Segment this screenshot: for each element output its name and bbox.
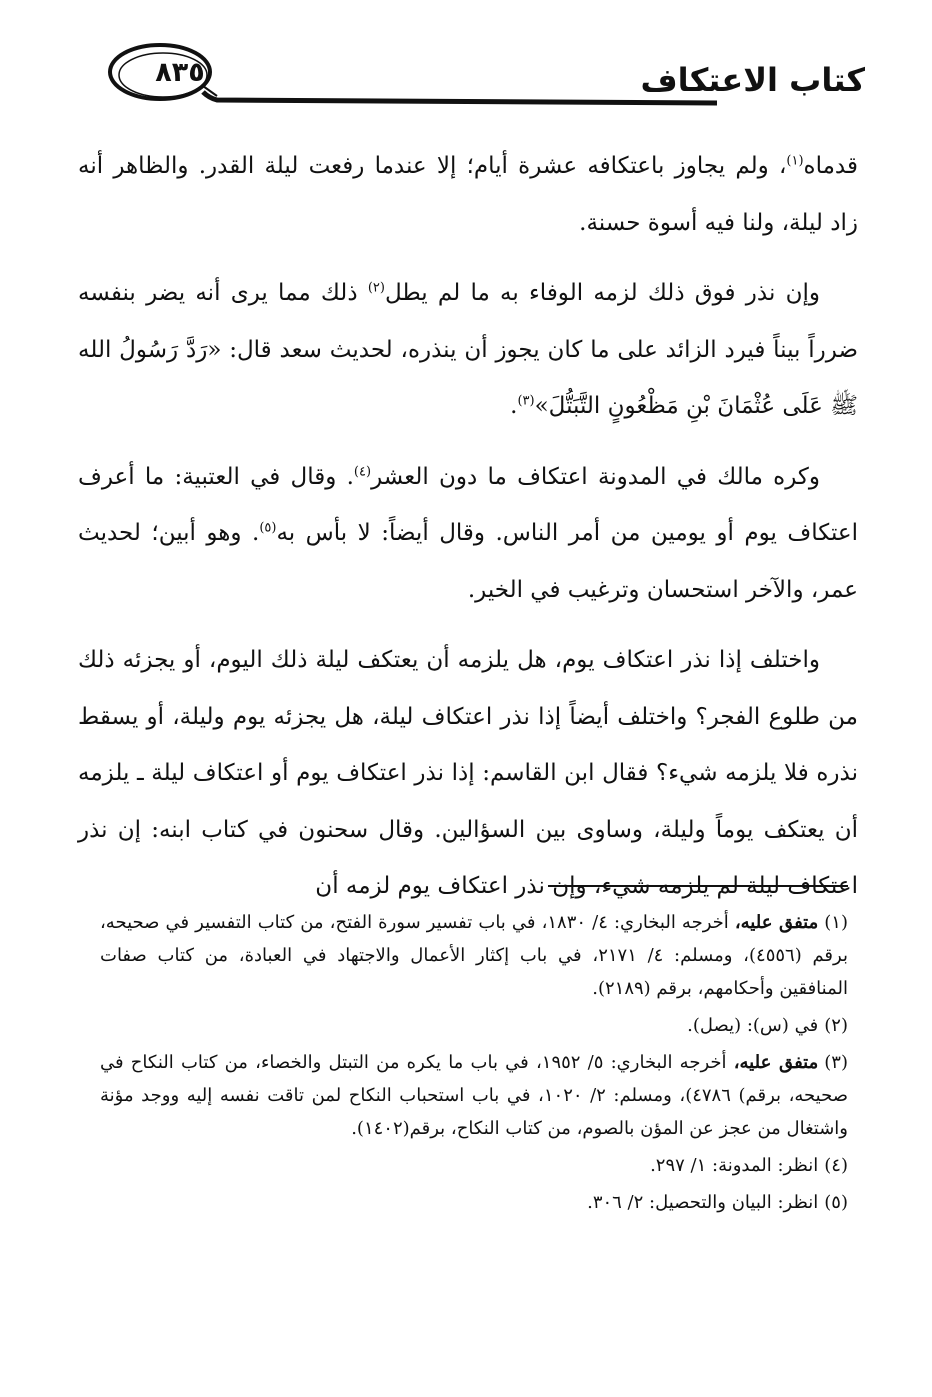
paragraph-4: واختلف إذا نذر اعتكاف يوم، هل يلزمه أن يعتكف ليلة ذلك اليوم، أو يجزئه ذلك من طلوع الفجر؟ واختلف أيضاً إذا نذر اعتكاف ليلة، هل يجزئه يوم وليلة، أو يسقط نذره فلا يلزمه شيء؟ فقال ابن القاسم: إذا نذر اعتكاف يوم أو اعتكاف ليلة ـ يلزمه أن يعتكف يوماً وليلة، وساوى بين السؤالين. وقال سحنون في كتاب ابنه: إن نذر اعتكاف ليلة لم يلزمه شيء، وإن نذر اعتكاف يوم لزمه أن [78,647,858,899]
page-header [105,40,865,115]
footnote-5: (٥)انظر: البيان والتحصيل: ٢/ ٣٠٦. [587,1192,848,1213]
footnote-separator [548,885,848,887]
footnote-ref-2: (٢) [367,280,385,296]
page-number: ٨٣٥ [155,57,205,88]
footnote-ref-4: (٤) [353,463,372,479]
footnote-ref-5: (٥) [259,520,277,536]
footnote-ref-3: (٣) [517,393,535,409]
footnotes [100,906,848,1223]
footnote-4: (٤)انظر: المدونة: ١/ ٢٩٧. [650,1155,848,1176]
footnote-2: (٢)في (س): (يصل). [687,1015,848,1036]
paragraph-2: وإن نذر فوق ذلك لزمه الوفاء به ما لم يطل$^{(٢)}$ ذلك مما يرى أنه يضر بنفسه ضرراً بيناً فيرد الزائد على ما كان يجوز أن ينذره، لحديث سعد قال: «رَدَّ رَسُولُ الله ﷺ عَلَى عُثْمَانَ بْنِ مَظْعُونٍ التَّبَتُّلَ»$^{(٣)}$. [78,280,858,419]
footnote-1: (١)متفق عليه، أخرجه البخاري: ٤/ ١٨٣٠، في باب تفسير سورة الفتح، من كتاب التفسير في صحيحه، برقم (٤٥٥٦)، ومسلم: ٤/ ٢١٧١، في باب إكثار الأعمال والاجتهاد في العبادة، من كتاب صفات المنافقين وأحكامهم، برقم (٢١٨٩). [100,912,848,999]
paragraph-1: قدماه$^{(١)}$، ولم يجاوز باعتكافه عشرة أيام؛ إلا عندما رفعت ليلة القدر. والظاهر أنه زاد ليلة، ولنا فيه أسوة حسنة. [78,153,858,236]
footnote-ref-1: (١) [786,153,804,169]
paragraph-3: وكره مالك في المدونة اعتكاف ما دون العشر$^{(٤)}$. وقال في العتبية: ما أعرف اعتكاف يوم أو يومين من أمر الناس. وقال أيضاً: لا بأس به$^{(٥)}$. وهو أبين؛ لحديث عمر، والآخر استحسان وترغيب في الخير. [78,463,858,603]
main-text [78,138,858,929]
footnote-3: (٣)متفق عليه، أخرجه البخاري: ٥/ ١٩٥٢، في باب ما يكره من التبتل والخصاء، من كتاب النكاح في صحيحه، برقم) ٤٧٨٦)، ومسلم: ٢/ ١٠٢٠، في باب استحباب النكاح لمن تاقت نفسه إليه ووجد مؤنة واشتغال من عجز عن المؤن بالصوم، من كتاب النكاح، برقم(١٤٠٢). [100,1052,848,1139]
running-title: كتاب الاعتكاف [640,61,865,99]
